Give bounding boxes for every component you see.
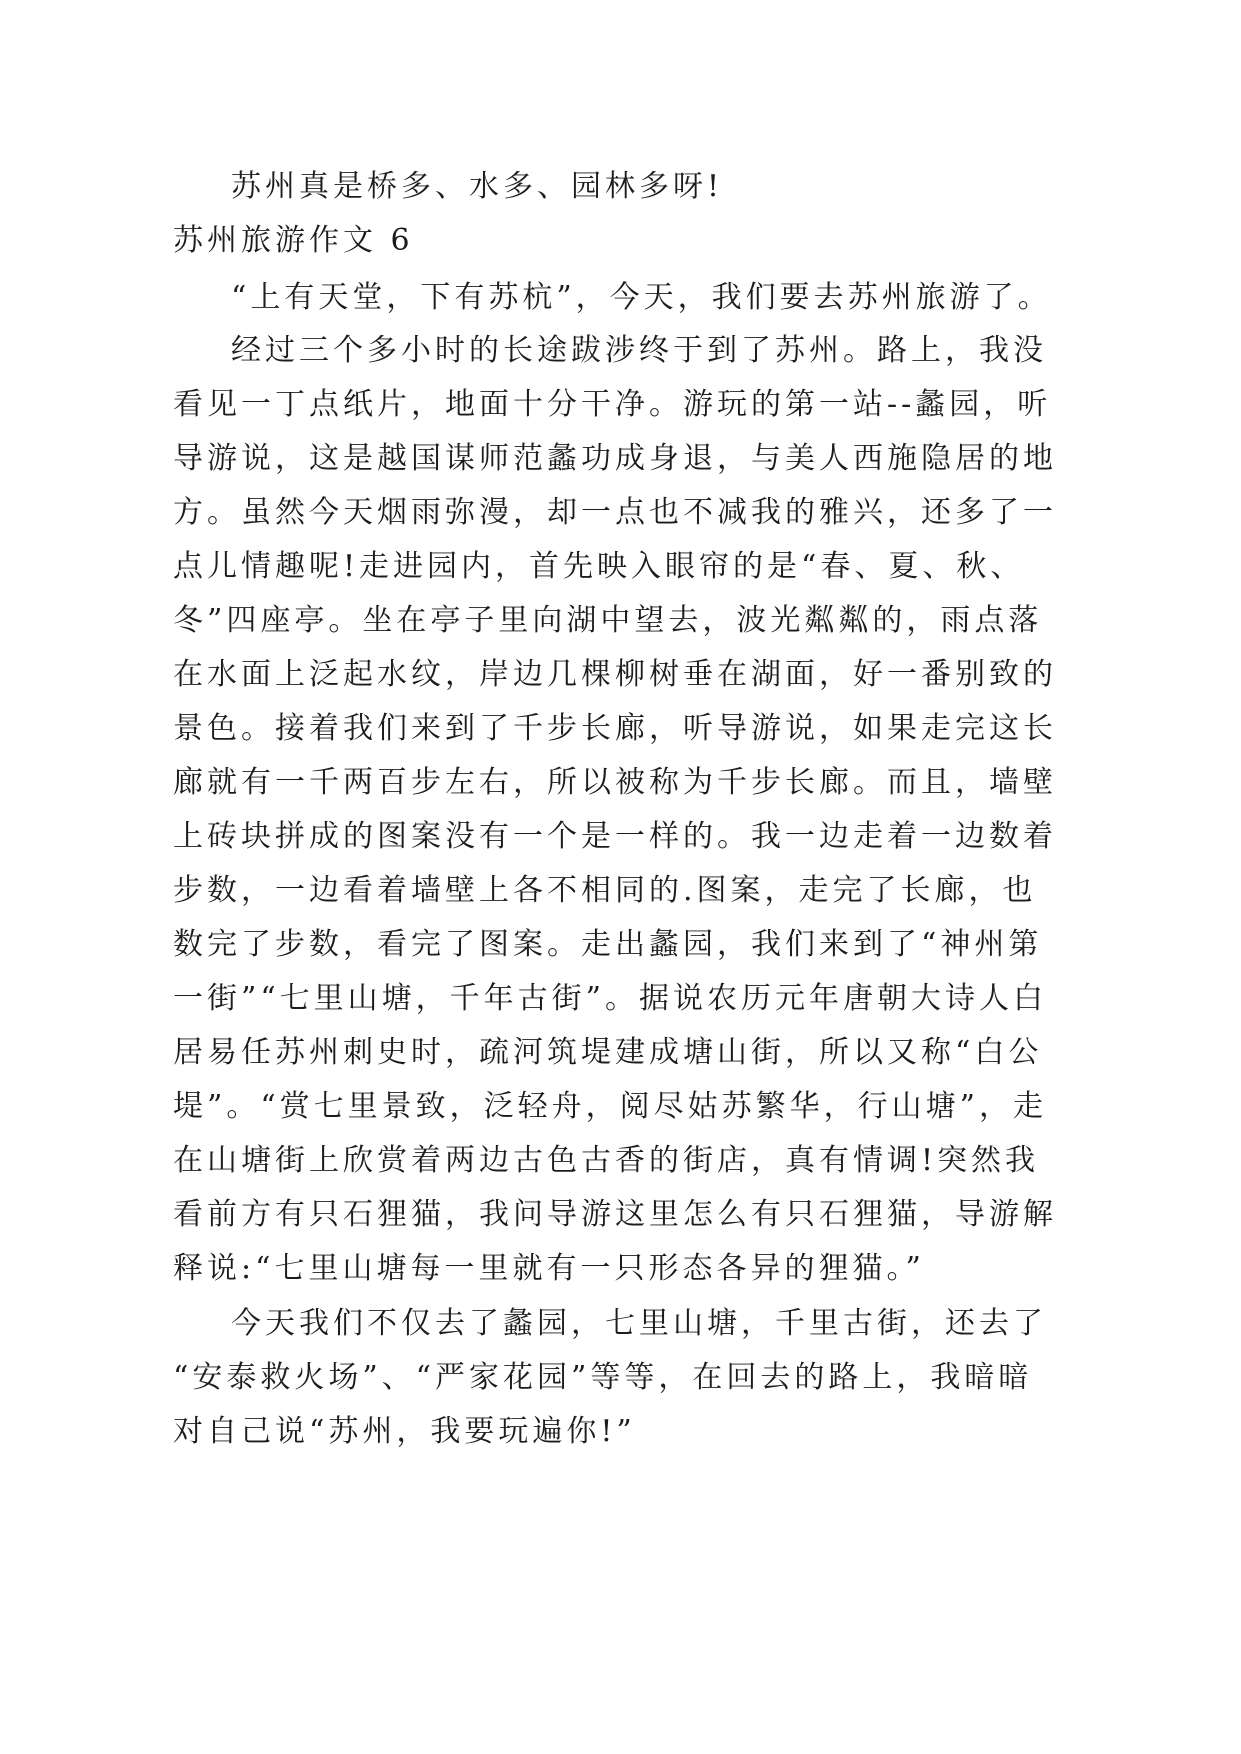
paragraph-2-line-17: 看前方有只石狸猫，我问导游这里怎么有只石狸猫，导游解 bbox=[173, 1197, 1057, 1232]
paragraph-2-line-12: 数完了步数，看完了图案。走出蠡园，我们来到了“神州第 bbox=[173, 927, 1043, 962]
paragraph-2-line-4: 方。虽然今天烟雨弥漫，却一点也不减我的雅兴，还多了一 bbox=[173, 495, 1057, 530]
paragraph-2-line-8: 景色。接着我们来到了千步长廊，听导游说，如果走完这长 bbox=[173, 711, 1057, 746]
paragraph-2-line-14: 居易任苏州刺史时，疏河筑堤建成塘山街，所以又称“白公 bbox=[173, 1035, 1043, 1070]
paragraph-2-line-18: 释说:“七里山塘每一里就有一只形态各异的狸猫。” bbox=[173, 1251, 925, 1286]
paragraph-2-line-9: 廊就有一千两百步左右，所以被称为千步长廊。而且，墙壁 bbox=[173, 765, 1057, 800]
paragraph-2-line-16: 在山塘街上欣赏着两边古色古香的街店，真有情调!突然我 bbox=[173, 1143, 1040, 1178]
paragraph-3-line-1: 今天我们不仅去了蠡园，七里山塘，千里古街，还去了 bbox=[231, 1306, 1047, 1341]
paragraph-3-line-2: “安泰救火场”、“严家花园”等等，在回去的路上，我暗暗 bbox=[173, 1360, 1033, 1395]
paragraph-1-line-1: “上有天堂，下有苏杭”，今天，我们要去苏州旅游了。 bbox=[231, 280, 1052, 315]
paragraph-2-line-7: 在水面上泛起水纹，岸边几棵柳树垂在湖面，好一番别致的 bbox=[173, 657, 1057, 692]
paragraph-2-line-3: 导游说，这是越国谋师范蠡功成身退，与美人西施隐居的地 bbox=[173, 441, 1057, 476]
paragraph-2-line-1: 经过三个多小时的长途跋涉终于到了苏州。路上，我没 bbox=[231, 333, 1047, 368]
paragraph-2-line-13: 一街”“七里山塘，千年古街”。据说农历元年唐朝大诗人白 bbox=[173, 981, 1048, 1016]
paragraph-2-line-6: 冬”四座亭。坐在亭子里向湖中望去，波光粼粼的，雨点落 bbox=[173, 603, 1043, 638]
paragraph-2-line-10: 上砖块拼成的图案没有一个是一样的。我一边走着一边数着 bbox=[173, 819, 1057, 854]
closing-sentence-previous-essay: 苏州真是桥多、水多、园林多呀! bbox=[231, 169, 724, 204]
essay-title: 苏州旅游作文 6 bbox=[173, 223, 414, 258]
paragraph-3-line-3: 对自己说“苏州，我要玩遍你!” bbox=[173, 1414, 636, 1449]
paragraph-2-line-11: 步数，一边看着墙壁上各不相同的.图案，走完了长廊，也 bbox=[173, 873, 1037, 908]
paragraph-2-line-5: 点儿情趣呢!走进园内，首先映入眼帘的是“春、夏、秋、 bbox=[173, 549, 1025, 584]
paragraph-2-line-2: 看见一丁点纸片，地面十分干净。游玩的第一站--蠡园，听 bbox=[173, 387, 1052, 422]
paragraph-2-line-15: 堤”。“赏七里景致，泛轻舟，阅尽姑苏繁华，行山塘”，走 bbox=[173, 1089, 1048, 1124]
